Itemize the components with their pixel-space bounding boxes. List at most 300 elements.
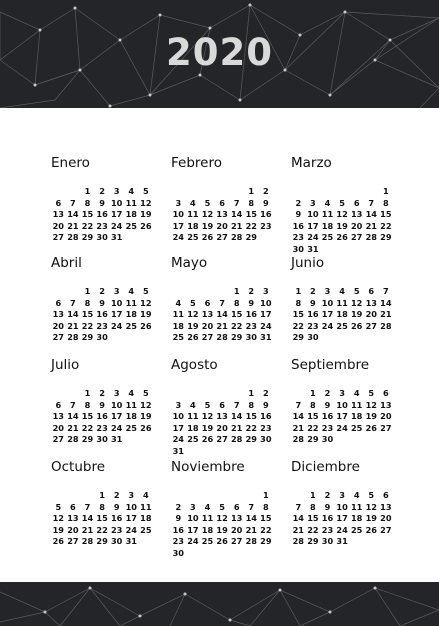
day-number: 31 (260, 332, 272, 342)
empty-day-cell (229, 186, 244, 197)
day-number: 27 (380, 422, 392, 433)
day-number: 28 (67, 232, 79, 242)
month-name: Junio (291, 255, 325, 271)
day-number: 19 (350, 309, 363, 319)
day-number: 22 (81, 320, 94, 331)
day-number: 24 (172, 434, 184, 444)
day-number: 13 (52, 209, 64, 219)
day-number: 30 (172, 547, 184, 558)
day-number: 2 (263, 186, 269, 196)
day-number: 14 (81, 513, 94, 523)
empty-day-cell (335, 186, 350, 197)
day-number: 26 (216, 536, 228, 546)
day-number: 1 (383, 186, 389, 196)
day-number: 25 (125, 422, 137, 433)
day-number: 14 (230, 209, 243, 219)
day-number: 24 (110, 220, 123, 231)
day-number: 13 (230, 513, 243, 523)
empty-day-cell (200, 490, 215, 501)
day-number: 16 (307, 309, 319, 319)
day-number: 27 (230, 536, 243, 546)
day-number: 8 (84, 197, 91, 208)
day-number: 8 (383, 197, 389, 208)
day-number: 20 (380, 411, 392, 421)
day-number: 1 (84, 186, 91, 196)
day-number: 1 (263, 490, 269, 500)
day-grid (291, 388, 409, 445)
day-number: 2 (324, 490, 331, 500)
day-number: 29 (81, 332, 94, 342)
month-name: Agosto (171, 357, 218, 373)
day-number: 14 (67, 209, 79, 219)
day-number: 22 (230, 320, 243, 331)
day-number: 22 (260, 524, 272, 535)
day-number: 14 (292, 513, 304, 523)
day-number: 2 (310, 286, 316, 296)
day-number: 6 (219, 197, 225, 208)
day-number: 20 (52, 220, 64, 231)
month-name: Enero (51, 155, 90, 171)
day-number: 18 (201, 524, 214, 535)
day-number: 11 (140, 501, 152, 512)
day-number: 21 (365, 220, 377, 231)
day-number: 13 (52, 411, 64, 421)
day-number: 14 (380, 297, 392, 308)
day-number: 27 (201, 332, 214, 342)
day-number: 1 (84, 286, 91, 296)
day-number: 4 (175, 297, 182, 308)
day-number: 11 (336, 297, 348, 308)
day-number: 6 (353, 197, 360, 208)
day-number: 17 (110, 411, 123, 421)
day-number: 30 (96, 434, 108, 444)
day-number: 30 (321, 536, 334, 546)
day-number: 20 (216, 220, 228, 231)
day-number: 21 (216, 320, 228, 331)
day-number: 19 (365, 513, 377, 523)
day-grid (171, 286, 289, 343)
day-number: 31 (307, 243, 319, 254)
day-number: 30 (96, 332, 108, 342)
day-number: 2 (295, 197, 302, 208)
month-name: Abril (51, 255, 82, 271)
day-number: 3 (113, 286, 120, 296)
day-number: 13 (380, 501, 392, 512)
day-number: 3 (190, 501, 196, 512)
day-number: 18 (125, 411, 137, 421)
day-number: 5 (204, 197, 211, 208)
day-number: 24 (125, 524, 137, 535)
day-number: 14 (216, 309, 228, 319)
day-number: 31 (110, 232, 123, 242)
day-number: 17 (307, 220, 319, 231)
day-number: 15 (81, 411, 94, 421)
empty-day-cell (200, 388, 215, 399)
empty-day-cell (66, 388, 81, 399)
day-number: 18 (350, 411, 363, 421)
day-number: 2 (263, 388, 269, 398)
day-number: 15 (96, 513, 108, 523)
day-number: 10 (125, 501, 137, 512)
day-number: 28 (230, 434, 243, 444)
day-number: 4 (324, 197, 331, 208)
day-number: 6 (383, 388, 389, 398)
day-grid (291, 286, 409, 343)
day-number: 2 (113, 490, 120, 500)
day-number: 26 (140, 422, 152, 433)
day-number: 19 (140, 309, 152, 319)
day-number: 18 (125, 309, 137, 319)
day-number: 7 (248, 501, 255, 512)
day-number: 15 (307, 411, 319, 421)
day-number: 17 (172, 422, 184, 433)
day-number: 27 (67, 536, 79, 546)
day-number: 16 (96, 411, 108, 421)
day-number: 18 (321, 220, 334, 231)
day-number: 23 (292, 232, 304, 242)
day-number: 18 (336, 309, 348, 319)
day-number: 11 (321, 209, 334, 219)
day-number: 17 (187, 524, 199, 535)
day-number: 21 (230, 220, 243, 231)
day-number: 12 (350, 297, 363, 308)
day-number: 4 (143, 490, 149, 500)
day-number: 21 (245, 524, 257, 535)
day-number: 21 (230, 422, 243, 433)
day-number: 23 (172, 536, 184, 546)
day-number: 25 (321, 232, 334, 242)
empty-day-cell (229, 388, 244, 399)
day-number: 1 (99, 490, 105, 500)
day-number: 20 (52, 320, 64, 331)
day-number: 9 (99, 197, 105, 208)
empty-day-cell (171, 286, 186, 297)
day-number: 21 (81, 524, 94, 535)
day-number: 7 (295, 399, 302, 410)
day-number: 27 (350, 232, 363, 242)
day-number: 17 (336, 513, 348, 523)
empty-day-cell (171, 186, 186, 197)
day-number: 29 (292, 332, 304, 342)
day-number: 1 (233, 286, 240, 296)
month-junio (291, 255, 409, 343)
day-number: 10 (110, 197, 123, 208)
day-number: 6 (368, 286, 375, 296)
day-number: 10 (110, 399, 123, 410)
day-number: 15 (230, 309, 243, 319)
day-number: 16 (172, 524, 184, 535)
day-number: 23 (260, 422, 272, 433)
day-number: 18 (140, 513, 152, 523)
day-number: 3 (339, 490, 345, 500)
day-number: 3 (339, 388, 345, 398)
day-number: 13 (52, 309, 64, 319)
month-julio (51, 357, 169, 445)
day-number: 30 (96, 232, 108, 242)
day-number: 9 (310, 297, 316, 308)
day-number: 28 (67, 434, 79, 444)
day-number: 31 (125, 536, 137, 546)
day-number: 17 (260, 309, 272, 319)
day-number: 12 (140, 297, 152, 308)
day-number: 16 (292, 220, 304, 231)
day-number: 10 (336, 399, 348, 410)
day-number: 9 (175, 513, 182, 523)
day-number: 28 (67, 332, 79, 342)
day-number: 29 (245, 434, 257, 444)
day-number: 12 (216, 513, 228, 523)
day-number: 4 (190, 197, 196, 208)
empty-day-cell (66, 186, 81, 197)
year-title: 2020 (166, 31, 273, 74)
day-number: 25 (140, 524, 152, 535)
month-name: Septiembre (291, 357, 370, 373)
day-number: 29 (260, 536, 272, 546)
month-name: Mayo (171, 255, 208, 271)
day-number: 23 (260, 220, 272, 231)
day-number: 7 (233, 399, 240, 410)
day-number: 28 (81, 536, 94, 546)
empty-day-cell (215, 388, 230, 399)
month-name: Octubre (51, 459, 106, 475)
day-number: 2 (99, 186, 105, 196)
day-number: 15 (292, 309, 304, 319)
empty-day-cell (171, 490, 186, 501)
day-number: 26 (365, 422, 377, 433)
empty-day-cell (364, 186, 379, 197)
day-grid (291, 186, 409, 254)
day-number: 15 (260, 513, 272, 523)
day-number: 13 (216, 411, 228, 421)
day-number: 29 (245, 232, 257, 242)
day-number: 24 (336, 524, 348, 535)
day-number: 7 (70, 399, 76, 410)
day-number: 22 (292, 320, 304, 331)
day-number: 17 (336, 411, 348, 421)
day-number: 17 (321, 309, 334, 319)
day-number: 10 (307, 209, 319, 219)
day-number: 22 (307, 524, 319, 535)
month-name: Noviembre (171, 459, 245, 475)
empty-day-cell (215, 186, 230, 197)
day-number: 16 (260, 411, 272, 421)
day-number: 28 (292, 536, 304, 546)
day-number: 1 (84, 388, 91, 398)
day-number: 10 (336, 501, 348, 512)
day-number: 23 (245, 320, 257, 331)
month-febrero (171, 155, 289, 243)
day-number: 4 (339, 286, 345, 296)
day-number: 22 (96, 524, 108, 535)
empty-day-cell (291, 490, 306, 501)
day-number: 22 (245, 422, 257, 433)
day-number: 25 (350, 524, 363, 535)
empty-day-cell (80, 490, 95, 501)
day-number: 24 (110, 422, 123, 433)
day-number: 23 (307, 320, 319, 331)
day-number: 13 (216, 209, 228, 219)
day-number: 20 (365, 309, 377, 319)
day-number: 29 (81, 232, 94, 242)
empty-day-cell (306, 186, 321, 197)
day-number: 15 (81, 209, 94, 219)
day-number: 2 (175, 501, 182, 512)
day-number: 21 (67, 320, 79, 331)
day-number: 7 (84, 501, 91, 512)
day-number: 14 (67, 309, 79, 319)
empty-day-cell (244, 490, 259, 501)
empty-day-cell (291, 388, 306, 399)
empty-day-cell (66, 286, 81, 297)
day-number: 8 (233, 297, 240, 308)
day-number: 23 (110, 524, 123, 535)
day-number: 29 (230, 332, 243, 342)
day-number: 8 (263, 501, 269, 512)
day-number: 17 (172, 220, 184, 231)
day-number: 13 (201, 309, 214, 319)
day-number: 24 (187, 536, 199, 546)
day-number: 5 (353, 286, 360, 296)
day-number: 20 (216, 422, 228, 433)
day-number: 3 (113, 186, 120, 196)
day-number: 9 (295, 209, 302, 219)
day-number: 18 (172, 320, 184, 331)
day-number: 25 (125, 320, 137, 331)
day-number: 1 (248, 186, 255, 196)
day-number: 8 (248, 197, 255, 208)
day-number: 12 (140, 197, 152, 208)
empty-day-cell (171, 388, 186, 399)
day-grid (51, 286, 169, 343)
empty-day-cell (66, 490, 81, 501)
day-number: 2 (248, 286, 255, 296)
day-number: 25 (187, 232, 199, 242)
day-number: 6 (70, 501, 76, 512)
month-name: Marzo (291, 155, 332, 171)
day-number: 12 (336, 209, 348, 219)
day-number: 26 (365, 524, 377, 535)
day-number: 30 (292, 243, 304, 254)
day-number: 11 (187, 411, 199, 421)
empty-day-cell (51, 286, 66, 297)
day-number: 22 (380, 220, 392, 231)
day-number: 22 (81, 220, 94, 231)
day-number: 16 (260, 209, 272, 219)
day-number: 30 (260, 434, 272, 444)
day-number: 4 (128, 286, 135, 296)
day-number: 8 (84, 399, 91, 410)
day-number: 22 (81, 422, 94, 433)
day-number: 19 (52, 524, 64, 535)
day-number: 10 (260, 297, 272, 308)
day-number: 2 (99, 388, 105, 398)
month-marzo (291, 155, 409, 254)
day-number: 7 (219, 297, 225, 308)
day-number: 1 (310, 490, 316, 500)
day-number: 8 (99, 501, 105, 512)
day-number: 31 (172, 445, 184, 456)
day-number: 19 (336, 220, 348, 231)
day-number: 1 (295, 286, 302, 296)
day-number: 9 (263, 197, 269, 208)
day-number: 10 (172, 411, 184, 421)
day-number: 16 (321, 513, 334, 523)
day-number: 12 (365, 501, 377, 512)
day-number: 20 (230, 524, 243, 535)
day-number: 5 (204, 399, 211, 410)
month-diciembre (291, 459, 409, 547)
day-number: 3 (175, 399, 182, 410)
day-number: 15 (81, 309, 94, 319)
day-number: 26 (336, 232, 348, 242)
day-number: 10 (110, 297, 123, 308)
day-number: 28 (245, 536, 257, 546)
day-number: 8 (295, 297, 302, 308)
day-number: 16 (96, 309, 108, 319)
day-number: 21 (67, 422, 79, 433)
day-number: 11 (125, 197, 137, 208)
month-septiembre (291, 357, 409, 445)
day-number: 12 (201, 209, 214, 219)
day-number: 6 (233, 501, 240, 512)
empty-day-cell (186, 186, 201, 197)
day-number: 7 (383, 286, 389, 296)
day-number: 27 (216, 232, 228, 242)
day-grid (171, 490, 289, 558)
empty-day-cell (186, 286, 201, 297)
day-number: 26 (201, 434, 214, 444)
day-number: 19 (201, 422, 214, 433)
day-number: 11 (201, 513, 214, 523)
day-number: 30 (110, 536, 123, 546)
day-number: 1 (310, 388, 316, 398)
day-number: 15 (245, 209, 257, 219)
day-number: 9 (99, 399, 105, 410)
day-number: 12 (365, 399, 377, 410)
day-number: 25 (201, 536, 214, 546)
day-number: 3 (263, 286, 269, 296)
month-name: Diciembre (291, 459, 360, 475)
day-number: 14 (365, 209, 377, 219)
day-number: 30 (321, 434, 334, 444)
day-number: 15 (245, 411, 257, 421)
month-noviembre (171, 459, 289, 558)
day-number: 25 (125, 220, 137, 231)
day-number: 14 (67, 411, 79, 421)
day-number: 29 (307, 536, 319, 546)
day-number: 31 (110, 434, 123, 444)
day-number: 12 (52, 513, 64, 523)
day-number: 16 (96, 209, 108, 219)
month-enero (51, 155, 169, 243)
day-number: 30 (307, 332, 319, 342)
day-number: 29 (307, 434, 319, 444)
day-number: 20 (350, 220, 363, 231)
day-number: 27 (365, 320, 377, 331)
month-octubre (51, 459, 169, 547)
empty-day-cell (51, 388, 66, 399)
day-number: 23 (96, 320, 108, 331)
month-name: Febrero (171, 155, 222, 171)
footer-banner (0, 582, 439, 626)
day-number: 4 (190, 399, 196, 410)
day-number: 20 (52, 422, 64, 433)
day-number: 19 (365, 411, 377, 421)
empty-day-cell (349, 186, 364, 197)
day-number: 7 (368, 197, 375, 208)
day-number: 9 (324, 399, 331, 410)
day-number: 24 (321, 320, 334, 331)
